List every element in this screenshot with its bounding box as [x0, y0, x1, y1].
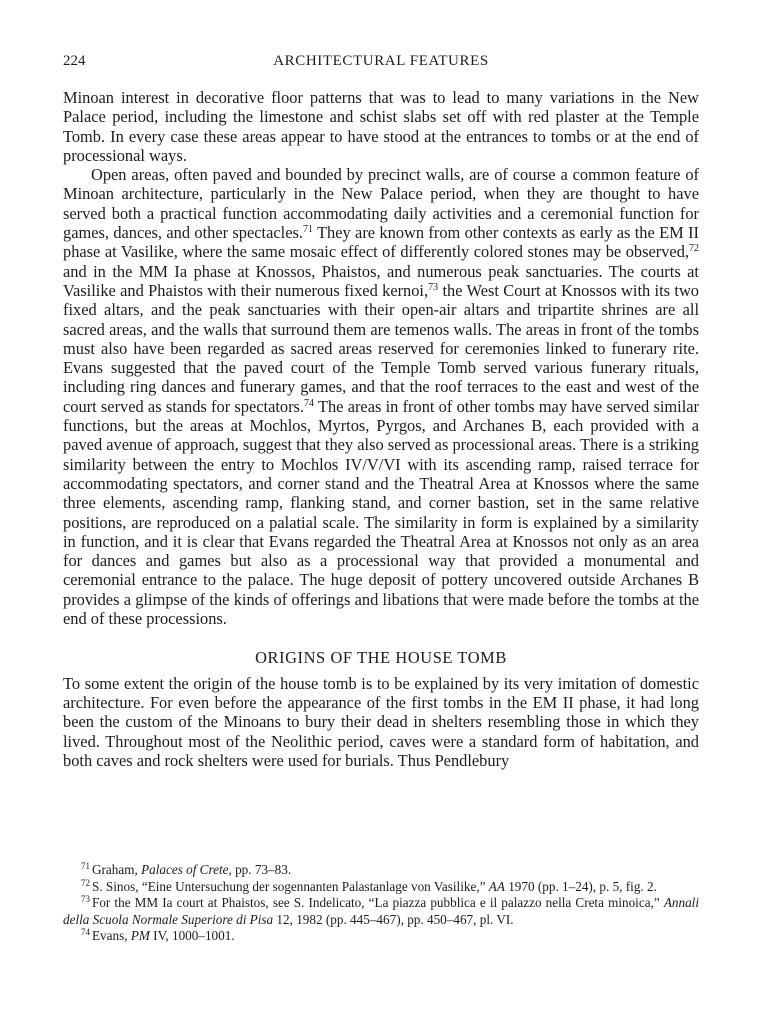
footnote-ref-73[interactable]: 73	[428, 281, 439, 293]
footnote-text: 12, 1982 (pp. 445–467), pp. 450–467, pl. VI.	[273, 911, 514, 927]
footnote	[63, 895, 699, 928]
footnote-number: 71	[81, 861, 90, 871]
footnote-title: AA	[488, 878, 505, 894]
footnote-text: For the MM Ia court at Phaistos, see S. Indelicato, “La piazza pubblica e il palazzo nella Creta minoica,”	[92, 895, 664, 911]
paragraph-1: Minoan interest in decorative floor patterns that was to lead to many variations in the New Palace period, including the limestone and schist slabs set off with red plaster at the Temple Tomb. In every case these areas appear to have stood at the entrances to tombs or at the end of processional ways.	[63, 88, 699, 165]
footnotes	[63, 862, 699, 945]
footnote-text: S. Sinos, “Eine Untersuchung der sogennanten Palastanlage von Vasilike,”	[92, 878, 489, 894]
footnote	[63, 879, 699, 896]
footnote-title: Annali della Scuola Normale Superiore di Pisa	[63, 895, 699, 927]
footnote	[63, 862, 699, 879]
page-number: 224	[63, 53, 86, 69]
footnote-text: Graham,	[92, 862, 142, 877]
footnote-ref-72[interactable]: 72	[689, 243, 699, 255]
paragraph-2-text-b: They are known from other contexts as early as the EM II phase at Vasilike, where the same mosaic effect of differently colored stones may be observed,	[63, 223, 699, 262]
footnote-number: 72	[81, 877, 90, 888]
page-header	[63, 53, 699, 73]
footnote-number: 73	[81, 894, 90, 905]
footnote-text: Evans,	[92, 928, 131, 944]
footnote-text: 1970 (pp. 1–24), p. 5, fig. 2.	[504, 878, 657, 894]
paragraph-3: To some extent the origin of the house tomb is to be explained by its very imitation of domestic architecture. For even before the appearance of the first tombs in the EM II phase, it had long been the custom of the Minoans to bury their dead in shelters resembling those in which they lived. Throughout most of the Neolithic period, caves were a standard form of habitation, and both caves and rock shelters were used for burials. Thus Pendlebury	[63, 673, 699, 770]
paragraph-2-text-a: Open areas, often paved and bounded by precinct walls, are of course a common feature of Minoan architecture, particularly in the New Palace period, when they are thought to have served both a practical function accommodating daily activities and a ceremonial function for games, dances, and other spectacles.	[63, 165, 699, 243]
paragraph-2-text-d: the West Court at Knossos with its two fixed altars, and the peak sanctuaries with their open-air altars and tripartite shrines are all sacred areas, and the walls that surround them are temenos walls. The areas in front of the tombs must also have been regarded as sacred areas reserved for ceremonies linked to funerary rite. Evans suggested that the paved court of the Temple Tomb served various funerary rituals, including ring dances and funerary games, and that the roof terraces to the east and west of the court served as stands for spectators.	[63, 280, 699, 416]
section-heading: ORIGINS OF THE HOUSE TOMB	[255, 648, 507, 668]
footnote-text: , pp. 73–83.	[228, 862, 292, 877]
footnote-number: 74	[81, 927, 90, 938]
footnote	[63, 928, 699, 945]
footnote-ref-71[interactable]: 71	[302, 224, 313, 236]
footnote-text: IV, 1000–1001.	[149, 928, 235, 944]
paragraph-2-text-e: The areas in front of other tombs may have served similar functions, but the areas at Mochlos, Myrtos, Pyrgos, and Archanes B, each provided with a paved avenue of approach, suggest that they also served as processional areas. There is a striking similarity between the entry to Mochlos IV/V/VI with its ascending ramp, raised terrace for accommodating spectators, and corner stand and the Theatral Area at Knossos where the same three elements, ascending ramp, flanking stand, and corner bastion, set in the same relative positions, are reproduced on a palatial scale. The similarity in form is explained by a similarity in function, and it is clear that Evans regarded the Theatral Area at Knossos not only as an area for dances and games but also as a processional way that provided a monumental and ceremonial entrance to the palace. The huge deposit of pottery uncovered outside Archanes B provides a glimpse of the kinds of offerings and libations that were made before the tombs at the end of these processions.	[63, 396, 699, 629]
paragraph-2-text-c: and in the MM Ia phase at Knossos, Phaistos, and numerous peak sanctuaries. The courts at Vasilike and Phaistos with their numerous fixed kernoi,	[63, 261, 699, 300]
paragraph-2	[63, 165, 699, 628]
footnote-title: Palaces of Crete	[141, 862, 229, 877]
running-head: ARCHITECTURAL FEATURES	[273, 53, 489, 69]
main-text	[63, 88, 699, 770]
footnote-title: PM	[130, 928, 150, 944]
footnote-ref-74[interactable]: 74	[304, 397, 315, 409]
